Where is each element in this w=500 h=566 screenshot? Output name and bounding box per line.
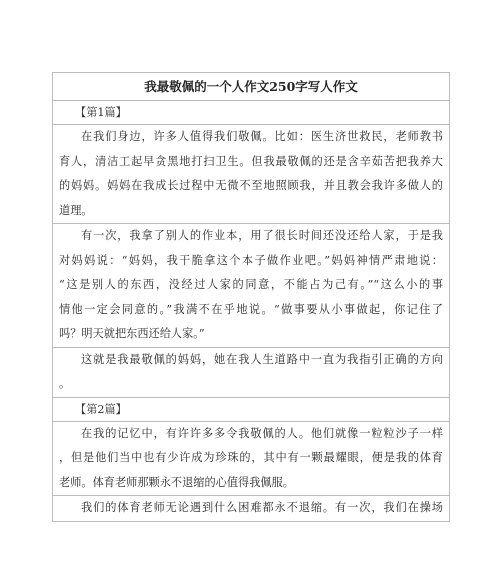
article-title: 我最敬佩的一个人作文250字写人作文 <box>53 73 449 101</box>
text-line: 。 <box>59 377 71 390</box>
text-line: 的妈妈。妈妈在我成长过程中无微不至地照顾我，并且教会我许多做人的 <box>59 179 443 192</box>
paragraph-1-2 <box>53 224 449 348</box>
paragraph-1-3 <box>53 348 449 398</box>
paragraph-2-1 <box>53 422 449 497</box>
text-line: ，但是他们当中也有少许成为珍珠的，其中有一颗最耀眼，便是我的体育 <box>59 451 443 464</box>
text-line: 有一次，我拿了别人的作业本，用了很长时间还没还给人家，于是我 <box>81 229 443 242</box>
text-line: 情他一定会同意的。”我满不在乎地说。“做事要从小事做起，你记住了 <box>59 302 443 316</box>
text-line: 我们的体育老师无论遇到什么困难都永不退缩。有一次，我们在操场 <box>81 501 443 514</box>
text-line: 在我的记忆中，有许许多多令我敬佩的人。他们就像一粒粒沙子一样 <box>81 426 443 440</box>
text-line: 这就是我最敬佩的妈妈，她在我人生道路中一直为我指引正确的方向 <box>81 352 443 366</box>
text-line: 对妈妈说：“妈妈，我干脆拿这个本子做作业吧。”妈妈神情严肃地说： <box>59 253 443 267</box>
text-line: 在我们身边，许多人值得我们敬佩。比如：医生济世救民，老师教书 <box>81 130 443 143</box>
paragraph-2-2 <box>53 496 449 522</box>
text-line: 育人，清洁工起早贪黑地打扫卫生。但我最敬佩的还是含辛茹苦把我养大 <box>59 154 443 168</box>
section-heading-1: 【第1篇】 <box>53 101 449 125</box>
article-table <box>52 72 450 522</box>
text-line: 道理。 <box>59 203 93 217</box>
text-line: 老师。体育老师那颗永不退缩的心值得我佩服。 <box>59 475 294 489</box>
section-heading-2: 【第2篇】 <box>53 398 449 422</box>
paragraph-1-1 <box>53 125 449 224</box>
text-line: “这是别人的东西，没经过人家的同意，不能占为己有。”“这么小的事 <box>59 278 443 291</box>
text-line: 吗？明天就把东西还给人家。” <box>59 327 205 340</box>
